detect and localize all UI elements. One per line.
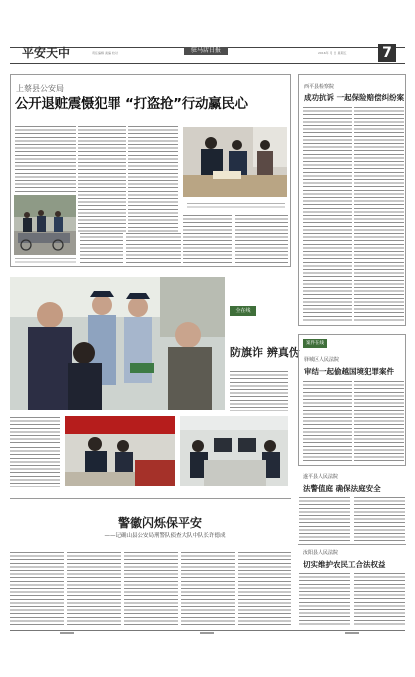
bottom-story-column-4 — [181, 552, 235, 626]
top-story-column-6 — [183, 215, 232, 263]
sidebar-3-column-b — [354, 497, 405, 541]
sidebar-2-kicker: 驿城区人民法院 — [304, 357, 340, 363]
section-title: 平安天中 — [22, 46, 71, 60]
mid-side-label: 全在线 — [230, 306, 256, 316]
page-number: 7 — [378, 44, 396, 62]
sidebar-3-column-a — [299, 497, 350, 541]
top-story-column-5 — [126, 233, 181, 263]
feature-photo-office — [180, 416, 288, 486]
photo-illustration — [180, 416, 288, 486]
top-story-column-1 — [15, 126, 76, 193]
sidebar-2-headline: 审结一起偷越国境犯罪案件 — [304, 367, 394, 376]
sidebar-1-column-b — [354, 107, 404, 321]
bottom-story-column-5 — [238, 552, 291, 626]
sidebar-2-label: 案件在线 — [303, 339, 327, 348]
mid-caption-text-2 — [10, 447, 60, 487]
top-story-column-3 — [128, 126, 178, 232]
sidebar-1-kicker: 西平县检察院 — [304, 84, 335, 90]
sidebar-4-column-b — [354, 573, 405, 626]
sidebar-divider — [298, 544, 406, 545]
feature-photo-main — [10, 277, 225, 410]
footer-rule — [10, 630, 405, 631]
mid-side-headline: 防旗诈 辨真伪 — [230, 346, 300, 359]
photo-illustration — [183, 127, 287, 197]
sidebar-2-column-a — [303, 381, 352, 463]
mid-caption-text-1 — [10, 417, 60, 444]
footer-ornament-center — [200, 632, 214, 634]
photo-illustration — [10, 277, 225, 410]
photo-caption-right — [187, 203, 285, 208]
bottom-story-column-1 — [10, 552, 64, 626]
date-line: 2016年 月 日 星期五 — [318, 51, 347, 55]
masthead: 驻马店日报 — [184, 47, 228, 55]
footer-ornament-right — [345, 632, 359, 634]
top-story-column-7 — [235, 215, 288, 263]
bottom-story-headline: 警徽闪烁保平安 — [117, 516, 202, 530]
photo-illustration — [14, 195, 76, 255]
sidebar-4-kicker: 汝阳县人民法院 — [303, 550, 339, 556]
top-story-photo-left — [14, 195, 76, 255]
page-header — [0, 0, 415, 66]
photo-illustration — [65, 416, 175, 486]
top-story-photo-right — [183, 127, 287, 197]
top-story-kicker: 上蔡县公安局 — [16, 84, 64, 93]
photo-caption-left — [15, 258, 76, 263]
footer-ornament-left — [60, 632, 74, 634]
header-bottom-rule — [10, 63, 405, 64]
top-story-column-2 — [78, 126, 126, 232]
top-story-column-4 — [80, 233, 123, 263]
bottom-story-subheadline: ——记确山县公安局刑警队侦查大队中队长许德成 — [104, 533, 226, 539]
bottom-story-column-3 — [124, 552, 178, 626]
bottom-story-column-2 — [67, 552, 121, 626]
feature-photo-desk — [65, 416, 175, 486]
strap-small: 责任编辑 美编 校对 — [92, 51, 118, 55]
sidebar-2-column-b — [354, 381, 404, 463]
sidebar-4-headline: 切实维护农民工合法权益 — [303, 560, 386, 569]
sidebar-1-column-a — [303, 107, 352, 321]
sidebar-box-1 — [298, 74, 406, 326]
sidebar-4-column-a — [299, 573, 350, 626]
sidebar-3-kicker: 遂平县人民法院 — [303, 474, 339, 480]
bottom-story-byline — [118, 542, 198, 546]
mid-side-text — [230, 371, 288, 411]
mid-section-rule — [10, 498, 291, 499]
sidebar-3-headline: 法警值庭 确保法庭安全 — [303, 484, 381, 493]
sidebar-box-2 — [298, 334, 406, 466]
top-story-box — [10, 74, 291, 267]
sidebar-1-headline: 成功抗诉 一起保险赔偿纠纷案 — [304, 93, 404, 102]
top-story-headline: 公开退赃震慑犯罪 “打盗抢”行动赢民心 — [15, 96, 248, 112]
